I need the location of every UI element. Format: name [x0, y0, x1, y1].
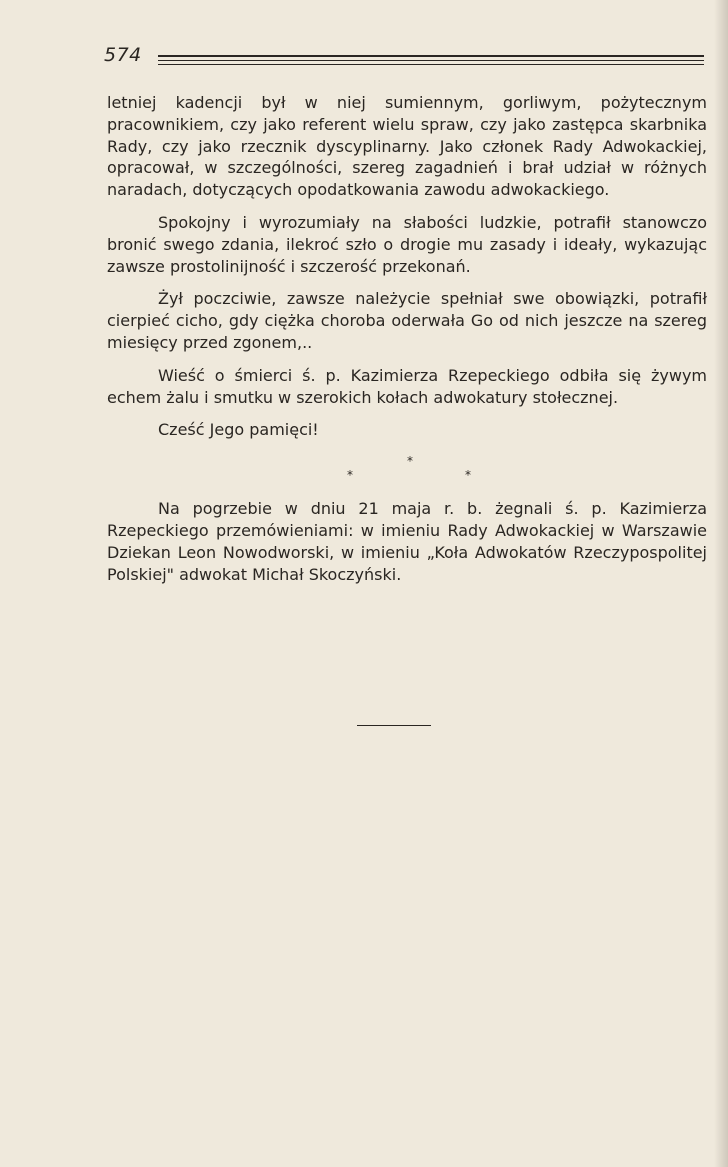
header-rule — [158, 60, 704, 61]
paragraph: Spokojny i wyrozumiały na słabości ludzkie, potrafił stanowczo bronić swego zdania, ilekroć szło o drogie mu zasady i ideały, wykazując zawsze prostolinijność i szczerość przekonań. — [107, 212, 707, 276]
body-text — [107, 92, 707, 585]
end-rule — [357, 725, 431, 726]
paragraph: Cześć Jego pamięci! — [158, 420, 319, 440]
closing-paragraph: Na pogrzebie w dniu 21 maja r. b. żegnali ś. p. Kazimierza Rzepeckiego przemówieniami: w imieniu Rady Adwokackiej w Warszawie Dziekan Leon Nowodworski, w imieniu „Koła Adwokatów Rzeczypospolitej Polskiej" adwokat Michał Skoczyński. — [107, 499, 707, 584]
page-number: 574 — [104, 44, 142, 66]
page-edge-shadow — [714, 0, 728, 1167]
paragraph: Wieść o śmierci ś. p. Kazimierza Rzepeckiego odbiła się żywym echem żalu i smutku w szerokich kołach adwokatury stołecznej. — [107, 365, 707, 407]
header-rule — [158, 64, 704, 65]
section-separator — [107, 453, 707, 487]
separator-star: * — [465, 468, 471, 483]
paragraph: Żył poczciwie, zawsze należycie spełniał swe obowiązki, potrafił cierpieć cicho, gdy ciężka choroba oderwała Go od nich jeszcze na szereg miesięcy przed zgonem,.. — [107, 289, 707, 352]
separator-star: * — [347, 468, 353, 483]
header-rule — [158, 55, 704, 57]
paragraph: letniej kadencji był w niej sumiennym, gorliwym, pożytecznym pracownikiem, czy jako referent wielu spraw, czy jako zastępca skarbnika Rady, czy jako rzecznik dyscyplinarny. Jako członek Rady Adwokackiej, opracował, w szczególności, szereg zagadnień i brał udział w różnych naradach, dotyczących opodatkowania zawodu adwokackiego. — [107, 93, 707, 200]
separator-star: * — [407, 454, 413, 469]
